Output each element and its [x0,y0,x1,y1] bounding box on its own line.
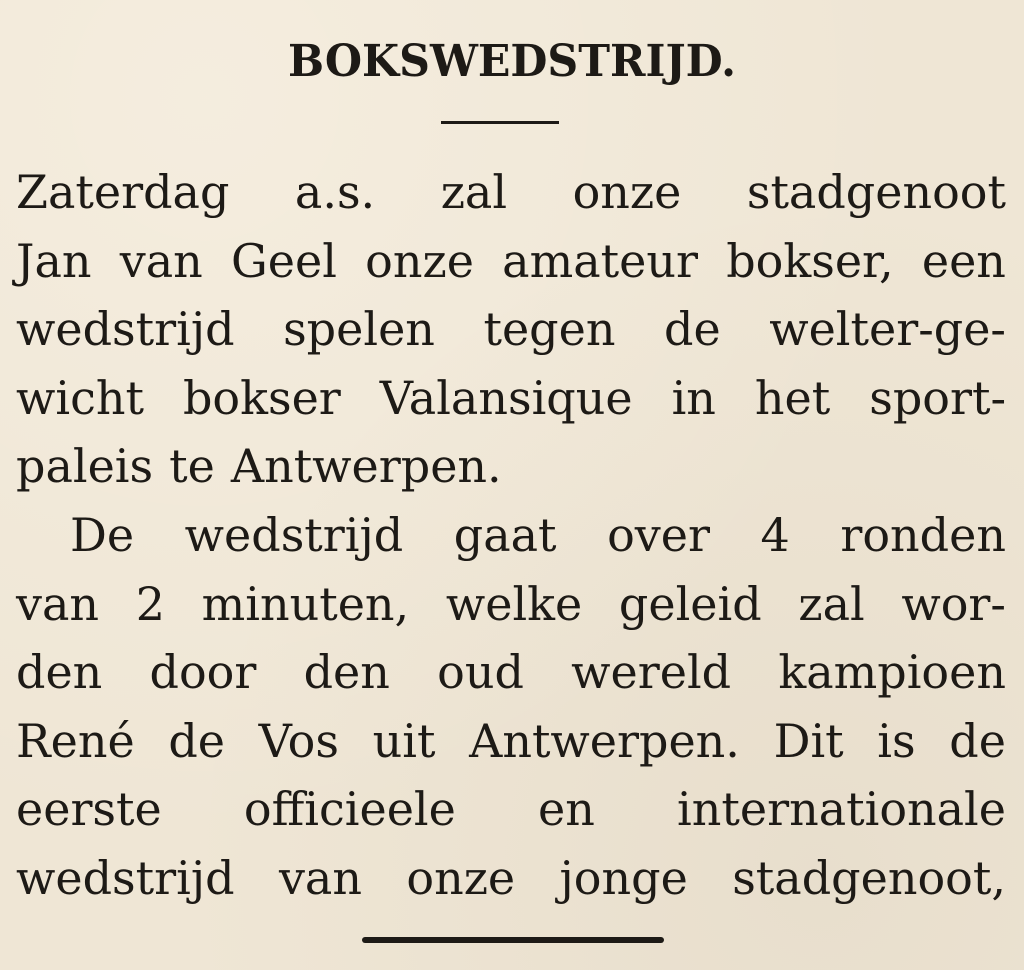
article-body [16,158,1006,913]
bottom-divider [362,937,664,943]
word: zal [440,165,508,219]
word: jonge [559,850,688,905]
word: wor- [901,576,1006,631]
text-line [16,775,1006,844]
word: welter-ge- [769,302,1006,357]
word: onze [572,165,682,219]
word: van [278,850,362,905]
word: over [607,507,710,562]
word: officieele [243,782,456,837]
word: Antwerpen. [469,713,740,768]
word: wedstrijd [184,507,404,562]
word: paleis [16,439,154,494]
word: het [754,370,831,425]
word: den [303,645,390,700]
word: wereld [571,645,732,700]
title-divider [441,121,559,124]
word: wicht [16,370,144,425]
word: eerste [16,782,162,837]
text-line [16,432,1006,501]
word: de [949,713,1006,768]
word: de [168,713,226,768]
word: van [16,576,100,631]
word: onze [365,233,474,288]
word: ronden [840,507,1006,562]
word: in [671,370,716,425]
text-line [16,158,1006,227]
word: bokser [182,370,341,425]
word: stadgenoot [746,165,1006,219]
word: spelen [283,302,435,357]
word: welke [445,576,583,631]
word: amateur [502,233,698,288]
word: Dit [773,713,844,768]
text-line [16,295,1006,364]
word: De [70,507,135,562]
word: Jan [16,233,92,288]
text-line [16,364,1006,433]
word: wedstrijd [16,302,235,357]
word: 4 [760,507,790,562]
word: minuten, [201,576,410,631]
word: geleid [618,576,762,631]
word: stadgenoot, [732,850,1006,905]
article-title: BOKSWEDSTRIJD. [287,36,736,87]
text-line [16,227,1006,296]
word: bokser, [726,233,894,288]
word: a.s. [294,165,376,219]
word: 2 [135,576,165,631]
text-line [16,570,1006,639]
word: zal [798,576,865,631]
word: en [538,782,595,837]
word: de [664,302,721,357]
word: Zaterdag [16,165,230,219]
word: een [921,233,1006,288]
word: sport- [869,370,1006,425]
word: van [119,233,203,288]
word: onze [406,850,516,905]
text-line [16,638,1006,707]
word: den [16,645,103,700]
word: is [877,713,916,768]
word: tegen [483,302,616,357]
word: wedstrijd [16,850,235,905]
text-line [16,707,1006,776]
word: Valansique [379,370,633,425]
word: Antwerpen. [230,439,502,494]
word: René [16,713,135,768]
text-line [16,844,1006,913]
word: Geel [231,233,337,288]
text-line [16,501,1006,570]
word: oud [437,645,524,700]
word: te [169,439,215,494]
word: door [149,645,257,700]
word: internationale [677,782,1006,837]
word: Vos [258,713,339,768]
word: uit [372,713,436,768]
word: gaat [453,507,557,562]
word: kampioen [778,645,1006,700]
